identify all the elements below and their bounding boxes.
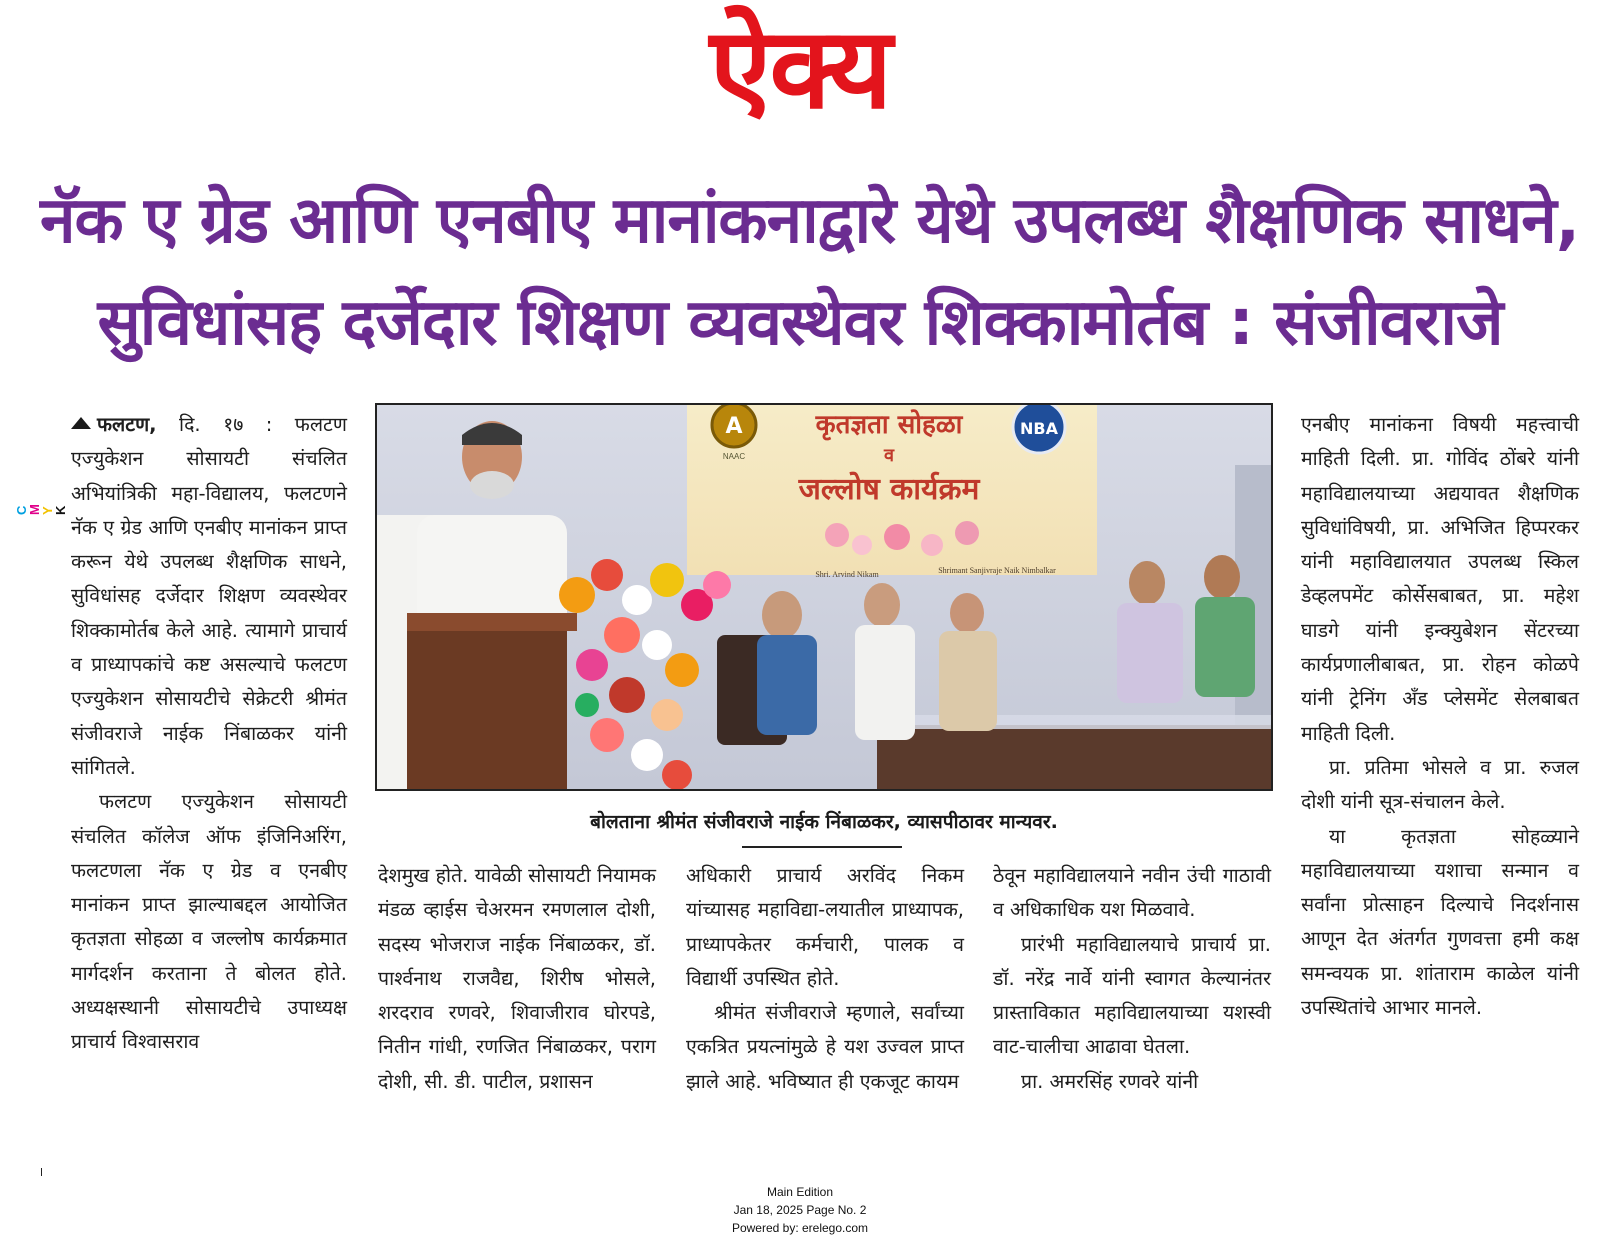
edition-label: Main Edition (766, 1185, 834, 1199)
masthead (0, 4, 1600, 134)
paragraph: या कृतज्ञता सोहळ्याने महाविद्यालयाच्या यशाचा सन्मान व सर्वांना प्रोत्साहन दिल्याचे निदर्शनास आणून देत अंतर्गत गुणवत्ता हमी कक्ष समन्वयक प्रा. शांताराम काळेल यांनी उपस्थितांचे आभार मानले. (1301, 824, 1579, 1020)
article-column-4 (993, 859, 1271, 1099)
dateline-place: फलटण, (97, 413, 157, 436)
paragraph: प्रा. अमरसिंह रणवरे यांनी (1021, 1069, 1199, 1093)
banner-title: कृतज्ञता सोहळा (815, 410, 963, 440)
caption-divider (742, 846, 902, 848)
naac-logo: A (725, 414, 743, 439)
dateline-date: दि. १७ : (179, 413, 273, 436)
name-card-1: Shri. Arvind Nikam (815, 570, 879, 579)
cmyk-letter-c: C (14, 505, 29, 515)
powered-by-link[interactable]: Powered by: erelego.com (731, 1221, 869, 1235)
paragraph: श्रीमंत संजीवराजे म्हणाले, सर्वांच्या एकत्रित प्रयत्नांमुळे हे यश उज्वल प्राप्त झाले आहे. भविष्यात ही एकजूट कायम (686, 1001, 964, 1093)
cmyk-letter-y: Y (40, 506, 55, 515)
dateline-marker-icon (71, 417, 91, 429)
article-column-2 (378, 859, 656, 1099)
name-card-2: Shrimant Sanjivraje Naik Nimbalkar (938, 566, 1056, 575)
article-column-1 (71, 408, 347, 1060)
newspaper-logo: ऐक्य (709, 4, 891, 134)
headline-line-1: नॅक ए ग्रेड आणि एनबीए मानांकनाद्वारे येथे उपलब्ध शैक्षणिक साधने, (40, 184, 1580, 258)
dateline (71, 408, 347, 785)
paragraph: अधिकारी प्राचार्य अरविंद निकम यांच्यासह महाविद्या-लयातील प्राध्यापक, प्राध्यापकेतर कर्मचारी, पालक व विद्यार्थी उपस्थित होते. (686, 864, 964, 990)
banner-joiner: व (883, 445, 895, 466)
cmyk-letter-m: M (27, 504, 42, 515)
paragraph: फलटण एज्युकेशन सोसायटी संचलित कॉलेज ऑफ इंजिनिअरिंग, फलटणला नॅक ए ग्रेड व एनबीए मानांकन प्राप्त झाल्याबद्दल आयोजित कृतज्ञता सोहळा व जल्लोष कार्यक्रमात मार्गदर्शन करताना ते बोलत होते. अध्यक्षस्थानी सोसायटीचे उपाध्यक्ष प्राचार्य विश्वासराव (71, 790, 347, 1054)
paragraph: प्रा. प्रतिमा भोसले व प्रा. रुजल दोशी यांनी सूत्र-संचालन केले. (1301, 755, 1579, 814)
crop-mark (41, 1168, 42, 1176)
cmyk-registration-mark (15, 501, 67, 515)
paragraph: प्रारंभी महाविद्यालयाचे प्राचार्य प्रा. डॉ. नरेंद्र नार्वे यांनी स्वागत केल्यानंतर प्रास्ताविकात महाविद्यालयाच्या यशस्वी वाट-चालीचा आढावा घेतला. (993, 932, 1271, 1059)
naac-logo-caption: NAAC (722, 452, 746, 461)
paragraph: ठेवून महाविद्यालयाने नवीन उंची गाठावी व अधिकाधिक यश मिळवावे. (993, 864, 1271, 922)
paragraph: देशमुख होते. यावेळी सोसायटी नियामक मंडळ व्हाईस चेअरमन रमणलाल दोशी, सदस्य भोजराज नाईक निंबाळकर, डॉ. पार्श्वनाथ राजवैद्य, शिरीष भोसले, शरदराव रणवरे, शिवाजीराव घोरपडे, नितीन गांधी, रणजित निंबाळकर, पराग दोशी, सी. डी. पाटील, प्रशासन (378, 864, 656, 1093)
paragraph: फलटण एज्युकेशन सोसायटी संचलित अभियांत्रिकी महा-विद्यालय, फलटणने नॅक ए ग्रेड आणि एनबीए मानांकन प्राप्त करून येथे उपलब्ध शैक्षणिक साधने, सुविधांसह दर्जेदार शिक्षण व्यवस्थेवर शिक्कामोर्तब केले आहे. त्यामागे प्राचार्य व प्राध्यापकांचे कष्ट असल्याचे फलटण एज्युकेशन सोसायटीचे सेक्रेटरी श्रीमंत संजीवराजे नाईक निंबाळकर यांनी सांगितले. (71, 413, 347, 779)
event-photo (375, 403, 1273, 791)
date-page-label: Jan 18, 2025 Page No. 2 (733, 1203, 867, 1217)
article-column-5 (1301, 408, 1579, 1025)
cmyk-letter-k: K (53, 505, 68, 515)
nba-logo: NBA (1020, 419, 1058, 438)
photo-caption: बोलताना श्रीमंत संजीवराजे नाईक निंबाळकर, व्यासपीठावर मान्यवर. (590, 811, 1058, 833)
headline-line-2: सुविधांसह दर्जेदार शिक्षण व्यवस्थेवर शिक्कामोर्तब : संजीवराजे (97, 286, 1503, 360)
page-footer (0, 1183, 1600, 1237)
paragraph: एनबीए मानांकना विषयी महत्त्वाची माहिती दिली. प्रा. गोविंद ठोंबरे यांनी महाविद्यालयाच्या अद्ययावत शैक्षणिक सुविधांविषयी, प्रा. अभिजित हिप्परकर यांनी महाविद्यालयात उपलब्ध स्किल डेव्हलपमेंट कोर्सेसबाबत, प्रा. महेश घाडगे यांनी इन्क्युबेशन सेंटरच्या कार्यप्रणालीबाबत, प्रा. रोहन कोळपे यांनी ट्रेनिंग अँड प्लेसमेंट सेलबाबत माहिती दिली. (1301, 413, 1579, 745)
article-column-3 (686, 859, 964, 1099)
banner-subtitle: जल्लोष कार्यक्रम (798, 472, 980, 507)
